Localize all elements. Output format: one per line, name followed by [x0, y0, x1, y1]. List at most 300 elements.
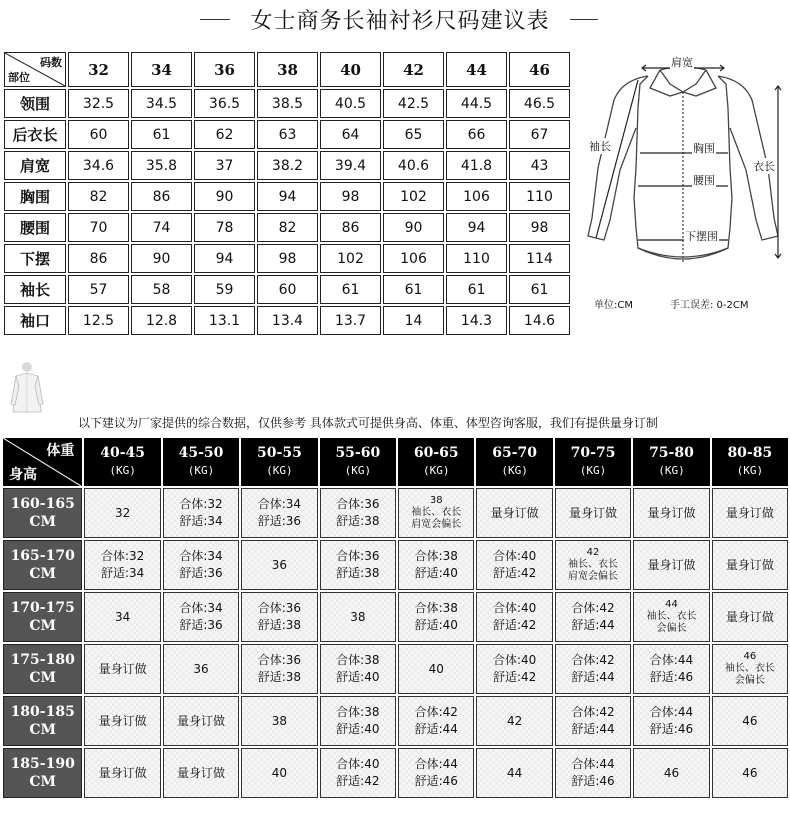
rec-cell-line: 舒适:42	[492, 618, 537, 632]
height-unit: CM	[29, 722, 57, 738]
rec-cell-line: 44	[507, 765, 523, 780]
height-unit: CM	[29, 514, 57, 530]
size-cell: 32.5	[68, 89, 129, 118]
weight-unit: (KG)	[501, 464, 528, 477]
rec-cell-line: 舒适:46	[571, 774, 615, 788]
rec-cell-line: 合体:42	[571, 653, 615, 667]
size-cell: 38.5	[257, 89, 318, 118]
rec-cell	[476, 748, 552, 798]
rec-cell	[712, 644, 788, 694]
rec-cell	[633, 644, 709, 694]
rec-cell-line: 40	[271, 765, 288, 780]
weight-column-header	[633, 438, 709, 486]
size-cell: 82	[68, 182, 129, 211]
size-cell: 13.4	[257, 306, 318, 335]
rec-cell-line: 合体:40	[492, 601, 537, 615]
rec-cell-line: 合体:34	[179, 549, 223, 563]
weight-unit: (KG)	[109, 464, 136, 477]
size-cell: 43	[509, 151, 570, 180]
size-row-label: 后衣长	[4, 120, 66, 149]
height-row-header	[3, 540, 82, 590]
rec-cell	[555, 592, 631, 642]
rec-cell-line: 合体:34	[179, 601, 223, 615]
size-cell: 94	[446, 213, 507, 242]
rec-cell-line: 舒适:44	[571, 670, 615, 684]
size-cell: 67	[509, 120, 570, 149]
size-row	[4, 213, 570, 242]
size-column-header: 44	[446, 52, 507, 87]
size-cell: 110	[509, 182, 570, 211]
size-cell: 37	[194, 151, 255, 180]
corner-part-label: 部位	[8, 71, 30, 84]
weight-range: 55-60	[335, 445, 381, 461]
size-cell: 90	[383, 213, 444, 242]
height-range: 180-185	[10, 704, 75, 720]
rec-cell-line: 会偏长	[656, 623, 687, 634]
rec-row	[3, 696, 788, 746]
rec-cell-line: 合体:44	[649, 705, 694, 719]
size-column-header: 42	[383, 52, 444, 87]
rec-cell-line: 舒适:34	[100, 566, 145, 580]
height-unit: CM	[29, 670, 57, 686]
rec-cell-line: 合体:36	[257, 601, 302, 615]
size-cell: 13.1	[194, 306, 255, 335]
weight-range: 45-50	[178, 445, 224, 461]
corner-weight-label: 体重	[46, 443, 75, 459]
rec-cell	[476, 696, 552, 746]
rec-cell-line: 量身订做	[569, 505, 618, 520]
size-cell: 64	[320, 120, 381, 149]
size-cell: 39.4	[320, 151, 381, 180]
corner-height-label: 身高	[9, 467, 37, 483]
size-cell: 44.5	[446, 89, 507, 118]
weight-range: 40-45	[100, 445, 145, 461]
rec-cell-line: 舒适:38	[336, 514, 380, 528]
size-cell: 58	[131, 275, 192, 304]
weight-unit: (KG)	[187, 464, 215, 477]
rec-cell	[320, 748, 396, 798]
white-shirt-icon	[8, 360, 46, 420]
rec-cell	[555, 488, 631, 538]
height-row-header	[3, 592, 82, 642]
label-sleeve: 袖长	[589, 140, 611, 153]
rec-cell	[476, 592, 552, 642]
rec-cell-line: 舒适:36	[179, 566, 223, 580]
rec-cell	[712, 488, 788, 538]
rec-cell-line: 量身订做	[725, 505, 774, 520]
rec-cell	[241, 592, 317, 642]
rec-cell	[712, 696, 788, 746]
size-cell: 12.8	[131, 306, 192, 335]
rec-cell-line: 量身订做	[490, 505, 539, 520]
height-row-header	[3, 644, 82, 694]
rec-cell-line: 合体:40	[492, 549, 537, 563]
size-row	[4, 275, 570, 304]
rec-cell-line: 合体:42	[571, 601, 615, 615]
rec-cell-line: 合体:32	[100, 549, 145, 563]
height-row-header	[3, 748, 82, 798]
size-row	[4, 244, 570, 273]
rec-cell	[84, 644, 160, 694]
size-cell: 86	[68, 244, 129, 273]
rec-cell-line: 46	[742, 765, 758, 780]
height-unit: CM	[29, 566, 57, 582]
rec-cell	[241, 696, 317, 746]
rec-cell	[476, 540, 552, 590]
rec-cell	[163, 644, 239, 694]
rec-cell-line: 46	[743, 651, 757, 662]
rec-cell-line: 舒适:34	[179, 514, 223, 528]
rec-cell	[633, 488, 709, 538]
rec-cell	[163, 696, 239, 746]
size-cell: 90	[194, 182, 255, 211]
size-row	[4, 89, 570, 118]
rec-cell-line: 舒适:46	[649, 670, 694, 684]
rec-cell-line: 量身订做	[98, 661, 147, 676]
size-cell: 65	[383, 120, 444, 149]
weight-unit: (KG)	[736, 464, 764, 477]
rec-cell-line: 合体:38	[414, 601, 458, 615]
rec-cell	[84, 696, 160, 746]
rec-cell	[398, 644, 474, 694]
weight-range: 70-75	[570, 445, 616, 461]
rec-cell-line: 舒适:46	[649, 722, 694, 736]
size-cell: 102	[320, 244, 381, 273]
weight-column-header	[163, 438, 239, 486]
rec-cell	[84, 592, 160, 642]
size-cell: 110	[446, 244, 507, 273]
rec-cell-line: 38	[429, 495, 443, 506]
height-range: 160-165	[10, 496, 75, 512]
rec-cell-line: 肩宽会偏长	[568, 571, 619, 582]
rec-cell-line: 袖长、衣长	[411, 507, 462, 518]
label-length: 衣长	[753, 160, 775, 173]
size-column-header: 46	[509, 52, 570, 87]
rec-cell	[84, 748, 160, 798]
rec-corner-cell	[3, 438, 82, 486]
rec-cell-line: 合体:44	[649, 653, 694, 667]
height-range: 185-190	[10, 756, 75, 772]
size-cell: 70	[68, 213, 129, 242]
size-cell: 13.7	[320, 306, 381, 335]
rec-cell-line: 32	[114, 505, 131, 520]
weight-range: 50-55	[257, 445, 302, 461]
rec-cell-line: 合体:38	[336, 705, 380, 719]
rec-cell	[555, 748, 631, 798]
rec-cell-line: 舒适:46	[414, 774, 458, 788]
rec-cell	[241, 488, 317, 538]
size-cell: 41.8	[446, 151, 507, 180]
height-row-header	[3, 488, 82, 538]
rec-cell	[241, 644, 317, 694]
rec-cell-line: 42	[586, 547, 600, 558]
weight-column-header	[241, 438, 317, 486]
height-row-header	[3, 696, 82, 746]
size-cell: 90	[131, 244, 192, 273]
rec-row	[3, 540, 788, 590]
rec-cell-line: 合体:40	[492, 653, 537, 667]
weight-column-header	[398, 438, 474, 486]
size-cell: 94	[194, 244, 255, 273]
rec-cell	[555, 644, 631, 694]
rec-cell-line: 舒适:36	[257, 514, 302, 528]
size-cell: 61	[320, 275, 381, 304]
rec-cell	[320, 644, 396, 694]
weight-unit: (KG)	[266, 464, 293, 477]
size-column-header: 32	[68, 52, 129, 87]
size-cell: 94	[257, 182, 318, 211]
size-cell: 35.8	[131, 151, 192, 180]
rec-cell	[633, 540, 709, 590]
rec-cell-line: 舒适:42	[336, 774, 380, 788]
rec-cell	[712, 748, 788, 798]
size-cell: 42.5	[383, 89, 444, 118]
rec-cell-line: 舒适:38	[257, 670, 302, 684]
size-row-label: 袖长	[4, 275, 66, 304]
rec-cell-line: 46	[742, 713, 758, 728]
size-cell: 78	[194, 213, 255, 242]
rec-cell-line: 合体:38	[414, 549, 458, 563]
size-cell: 98	[257, 244, 318, 273]
rec-cell-line: 量身订做	[98, 765, 147, 780]
rec-cell	[320, 696, 396, 746]
rec-cell-line: 袖长、衣长	[646, 611, 697, 622]
rec-cell-line: 舒适:42	[492, 670, 537, 684]
rec-cell	[398, 696, 474, 746]
size-cell: 34.5	[131, 89, 192, 118]
rec-cell-line: 38	[271, 713, 288, 728]
label-hem: 下摆围	[685, 230, 718, 243]
rec-cell-line: 舒适:38	[257, 618, 302, 632]
rec-cell	[241, 748, 317, 798]
size-cell: 46.5	[509, 89, 570, 118]
size-cell: 62	[194, 120, 255, 149]
weight-column-header	[712, 438, 788, 486]
rec-cell	[163, 540, 239, 590]
height-range: 175-180	[10, 652, 75, 668]
rec-row	[3, 748, 788, 798]
rec-cell	[633, 592, 709, 642]
title-bar	[0, 0, 790, 40]
rec-cell	[163, 592, 239, 642]
rec-cell-line: 38	[350, 609, 366, 624]
recommendation-table	[1, 436, 790, 800]
size-cell: 34.6	[68, 151, 129, 180]
rec-row	[3, 592, 788, 642]
rec-cell-line: 合体:38	[336, 653, 380, 667]
rec-cell	[555, 540, 631, 590]
rec-header-row	[3, 438, 788, 486]
rec-cell-line: 合体:42	[414, 705, 458, 719]
size-cell: 61	[509, 275, 570, 304]
rec-cell-line: 舒适:42	[492, 566, 537, 580]
rec-cell	[241, 540, 317, 590]
corner-size-label: 码数	[40, 56, 62, 69]
rec-cell-line: 舒适:40	[414, 618, 458, 632]
rec-cell-line: 42	[507, 713, 523, 728]
rec-cell-line: 合体:36	[257, 653, 302, 667]
weight-range: 80-85	[727, 445, 773, 461]
rec-cell-line: 量身订做	[177, 713, 226, 728]
rec-cell-line: 合体:42	[571, 705, 615, 719]
size-column-header: 38	[257, 52, 318, 87]
rec-cell	[555, 696, 631, 746]
rec-cell-line: 舒适:36	[179, 618, 223, 632]
weight-range: 75-80	[649, 445, 694, 461]
label-chest: 胸围	[693, 142, 715, 155]
size-cell: 61	[446, 275, 507, 304]
tolerance-text: 手工误差: 0-2CM	[670, 300, 749, 311]
rec-cell-line: 44	[665, 599, 678, 610]
shirt-thumbnail	[8, 360, 46, 420]
size-cell: 86	[131, 182, 192, 211]
size-column-header: 34	[131, 52, 192, 87]
title-rule-right	[570, 19, 598, 20]
size-cell: 36.5	[194, 89, 255, 118]
size-cell: 106	[383, 244, 444, 273]
rec-cell-line: 合体:34	[257, 497, 302, 511]
rec-cell-line: 合体:44	[571, 757, 615, 771]
rec-cell-line: 合体:32	[179, 497, 223, 511]
rec-cell-line: 36	[193, 661, 209, 676]
height-range: 170-175	[10, 600, 75, 616]
size-cell: 12.5	[68, 306, 129, 335]
rec-cell-line: 合体:40	[336, 757, 380, 771]
rec-row	[3, 644, 788, 694]
size-corner-cell	[4, 52, 66, 87]
size-cell: 61	[131, 120, 192, 149]
rec-cell-line: 舒适:40	[336, 722, 380, 736]
size-cell: 59	[194, 275, 255, 304]
size-row	[4, 306, 570, 335]
rec-cell-line: 量身订做	[177, 765, 226, 780]
weight-unit: (KG)	[579, 464, 607, 477]
rec-row	[3, 488, 788, 538]
size-cell: 14	[383, 306, 444, 335]
rec-cell-line: 合体:36	[336, 549, 380, 563]
size-row	[4, 120, 570, 149]
size-cell: 60	[257, 275, 318, 304]
rec-cell-line: 36	[271, 557, 288, 572]
rec-cell	[398, 540, 474, 590]
size-cell: 74	[131, 213, 192, 242]
rec-cell-line: 袖长、衣长	[568, 559, 619, 570]
size-cell: 66	[446, 120, 507, 149]
size-cell: 60	[68, 120, 129, 149]
size-cell: 63	[257, 120, 318, 149]
rec-cell-line: 量身订做	[725, 557, 774, 572]
height-range: 165-170	[10, 548, 75, 564]
weight-range: 65-70	[492, 445, 538, 461]
label-shoulder: 肩宽	[671, 56, 693, 69]
weight-unit: (KG)	[344, 464, 372, 477]
rec-cell	[712, 540, 788, 590]
rec-cell	[398, 592, 474, 642]
rec-cell-line: 46	[663, 765, 680, 780]
rec-cell-line: 舒适:44	[571, 722, 615, 736]
rec-cell	[398, 748, 474, 798]
page-title: 女士商务长袖衬衫尺码建议表	[250, 9, 550, 34]
rec-cell-line: 会偏长	[734, 675, 765, 686]
size-row-label: 腰围	[4, 213, 66, 242]
size-row-label: 领围	[4, 89, 66, 118]
advice-note: 以下建议为厂家提供的综合数据，仅供参考 具体款式可提供身高、体重、体型咨询客服，我们有提供量身订制	[78, 416, 658, 430]
rec-cell-line: 袖长、衣长	[724, 663, 775, 674]
size-cell: 114	[509, 244, 570, 273]
rec-cell	[476, 644, 552, 694]
rec-cell	[163, 748, 239, 798]
rec-cell-line: 舒适:44	[571, 618, 615, 632]
rec-cell	[476, 488, 552, 538]
size-column-header: 36	[194, 52, 255, 87]
size-column-header: 40	[320, 52, 381, 87]
rec-cell-line: 舒适:44	[414, 722, 458, 736]
rec-cell-line: 量身订做	[647, 505, 696, 520]
rec-cell	[320, 488, 396, 538]
rec-cell	[712, 592, 788, 642]
size-cell: 40.5	[320, 89, 381, 118]
rec-cell	[84, 488, 160, 538]
size-row-label: 下摆	[4, 244, 66, 273]
rec-cell-line: 肩宽会偏长	[411, 519, 462, 530]
label-waist: 腰围	[693, 174, 715, 187]
size-cell: 14.3	[446, 306, 507, 335]
size-cell: 57	[68, 275, 129, 304]
rec-cell	[84, 540, 160, 590]
weight-range: 60-65	[413, 445, 459, 461]
size-row-label: 袖口	[4, 306, 66, 335]
weight-column-header	[84, 438, 160, 486]
height-unit: CM	[29, 774, 57, 790]
size-cell: 86	[320, 213, 381, 242]
rec-cell	[633, 696, 709, 746]
size-cell: 38.2	[257, 151, 318, 180]
rec-cell-line: 舒适:40	[336, 670, 380, 684]
rec-cell-line: 40	[428, 661, 444, 676]
unit-text: 单位:CM	[594, 300, 633, 311]
rec-cell-line: 合体:44	[414, 757, 458, 771]
rec-cell	[320, 592, 396, 642]
size-cell: 102	[383, 182, 444, 211]
rec-cell-line: 量身订做	[647, 557, 696, 572]
shirt-diagram	[578, 48, 790, 278]
rec-cell	[633, 748, 709, 798]
rec-cell	[320, 540, 396, 590]
weight-unit: (KG)	[658, 464, 685, 477]
rec-cell-line: 量身订做	[725, 609, 774, 624]
title-rule-left	[200, 19, 230, 20]
size-cell: 106	[446, 182, 507, 211]
rec-cell	[163, 488, 239, 538]
rec-cell	[398, 488, 474, 538]
size-cell: 14.6	[509, 306, 570, 335]
weight-column-header	[320, 438, 396, 486]
rec-cell-line: 舒适:40	[414, 566, 458, 580]
rec-cell-line: 34	[114, 609, 131, 624]
rec-cell-line: 舒适:38	[336, 566, 380, 580]
rec-cell-line: 合体:36	[336, 497, 380, 511]
size-row-label: 肩宽	[4, 151, 66, 180]
weight-unit: (KG)	[422, 464, 450, 477]
size-row	[4, 182, 570, 211]
size-row-label: 胸围	[4, 182, 66, 211]
size-header-row	[4, 52, 570, 87]
size-cell: 40.6	[383, 151, 444, 180]
size-cell: 98	[320, 182, 381, 211]
size-table	[2, 50, 572, 337]
height-unit: CM	[29, 618, 57, 634]
size-row	[4, 151, 570, 180]
